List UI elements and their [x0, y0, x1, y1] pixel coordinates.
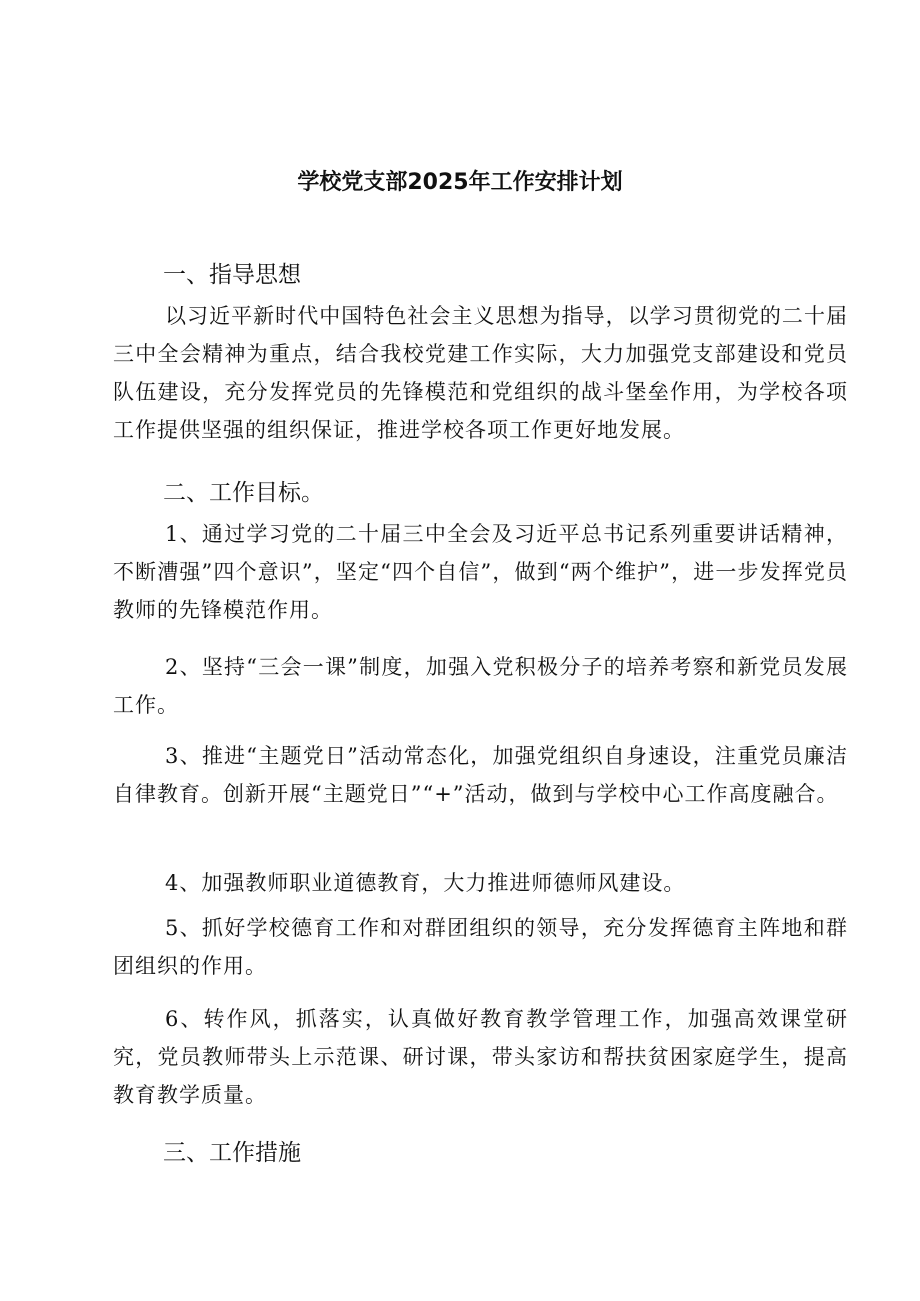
document-title: 学校党支部2025年工作安排计划: [297, 170, 623, 195]
paragraph-goal-4: 4、加强教师职业道德教育，大力推进师德师风建设。: [165, 871, 686, 895]
section-heading-work-measures: 三、工作措施: [163, 1140, 301, 1166]
section-heading-guiding-ideology: 一、指导思想: [163, 262, 301, 288]
paragraph-goal-3: 3、推进“主题党日”活动常态化，加强党组织自身速设，注重党员廉洁自律教育。创新开展“主题党日”“+”活动，做到与学校中心工作高度融合。: [113, 744, 848, 806]
paragraph-goal-6: 6、转作风，抓落实，认真做好教育教学管理工作，加强高效课堂研究，党员教师带头上示范课、研讨课，带头家访和帮扶贫困家庭学生，提高教育教学质量。: [113, 1007, 848, 1107]
paragraph-goal-1: 1、通过学习党的二十届三中全会及习近平总书记系列重要讲话精神，不断漕强”四个意识”，坚定“四个自信”，做到“两个维护”，进一步发挥党员教师的先锋模范作用。: [113, 522, 848, 622]
section-heading-work-goals: 二、工作目标。: [163, 480, 324, 506]
paragraph-guiding-ideology: 以习近平新时代中国特色社会主义思想为指导，以学习贯彻党的二十届三中全会精神为重点，结合我校党建工作实际，大力加强党支部建设和党员队伍建设，充分发挥党员的先锋模范和党组织的战斗堡垒作用，为学校各项工作提供坚强的组织保证，推进学校各项工作更好地发展。: [113, 304, 848, 442]
paragraph-goal-2: 2、坚持“三会一课”制度，加强入党积极分子的培养考察和新党员发展工作。: [113, 655, 848, 717]
paragraph-goal-5: 5、抓好学校德育工作和对群团组织的领导，充分发挥德育主阵地和群团组织的作用。: [113, 916, 848, 978]
